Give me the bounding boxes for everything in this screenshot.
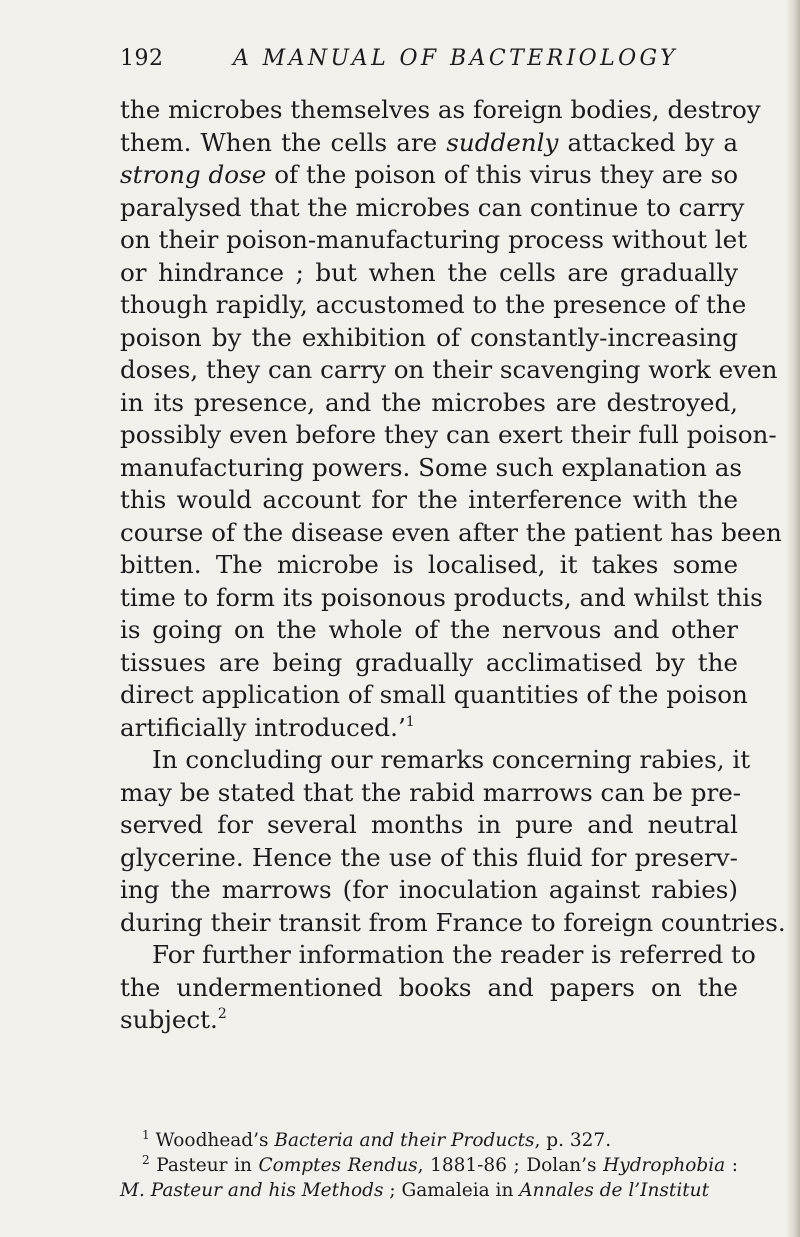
text-line: artificially introduced.’$^1$: [120, 712, 415, 742]
text-line: direct application of small quantities of the poison: [120, 680, 748, 709]
text-line: bitten. The microbe is localised, it takes some: [120, 550, 738, 579]
page-header: [120, 46, 740, 78]
text-line: doses, they can carry on their scavenging work even: [120, 355, 778, 384]
text-line: strong dose of the poison of this virus they are so: [120, 160, 738, 189]
text-line: or hindrance ; but when the cells are gradually: [120, 257, 738, 287]
footnote-ref-1: 1: [405, 713, 415, 730]
text-line: served for several months in pure and neutral: [120, 810, 738, 839]
text-line: may be stated that the rabid marrows can be pre-: [120, 777, 742, 807]
text-line: during their transit from France to foreign countries.: [120, 907, 786, 937]
text-line: is going on the whole of the nervous and other: [120, 615, 738, 644]
text-line: poison by the exhibition of constantly-increasing: [120, 322, 738, 352]
text-line: For further information the reader is referred to: [152, 940, 756, 969]
running-head: A MANUAL OF BACTERIOLOGY: [233, 46, 679, 71]
footnotes: [120, 1128, 738, 1203]
text-line: in its presence, and the microbes are destroyed,: [120, 387, 738, 417]
text-line: the undermentioned books and papers on the: [120, 972, 738, 1002]
footnote-1: $^1$ Woodhead’s Bacteria and their Products, p. 327.: [142, 1128, 612, 1151]
text-line: them. When the cells are suddenly attacked by a: [120, 127, 738, 157]
text-line: the microbes themselves as foreign bodies, destroy: [120, 95, 761, 124]
text-line: time to form its poisonous products, and whilst this: [120, 582, 763, 612]
footnote-ref-2: 2: [217, 1006, 227, 1022]
text-line: on their poison-manufacturing process without let: [120, 225, 748, 254]
text-line: tissues are being gradually acclimatised by the: [120, 647, 738, 677]
page-number: 192: [120, 46, 164, 71]
page-edge-shadow: [786, 0, 800, 1237]
text-line: though rapidly, accustomed to the presence of the: [120, 290, 747, 319]
text-line: this would account for the interference with the: [120, 485, 738, 514]
text-line: paralysed that the microbes can continue to carry: [120, 192, 745, 222]
text-line: subject.$^2$: [120, 1005, 227, 1034]
body-text: [120, 94, 786, 1037]
text-line: course of the disease even after the patient has been: [120, 517, 782, 547]
text-line: possibly even before they can exert their full poison-: [120, 420, 777, 449]
text-line: glycerine. Hence the use of this fluid for preserv-: [120, 842, 738, 872]
footnote-2-continued: M. Pasteur and his Methods ; Gamaleia in Annales de l’Institut: [120, 1180, 710, 1201]
text-line: In concluding our remarks concerning rabies, it: [152, 745, 751, 774]
footnote-2: $^2$ Pasteur in Comptes Rendus, 1881-86 ; Dolan’s Hydrophobia :: [142, 1153, 739, 1176]
text-line: manufacturing powers. Some such explanation as: [120, 452, 743, 482]
text-line: ing the marrows (for inoculation against rabies): [120, 875, 738, 904]
